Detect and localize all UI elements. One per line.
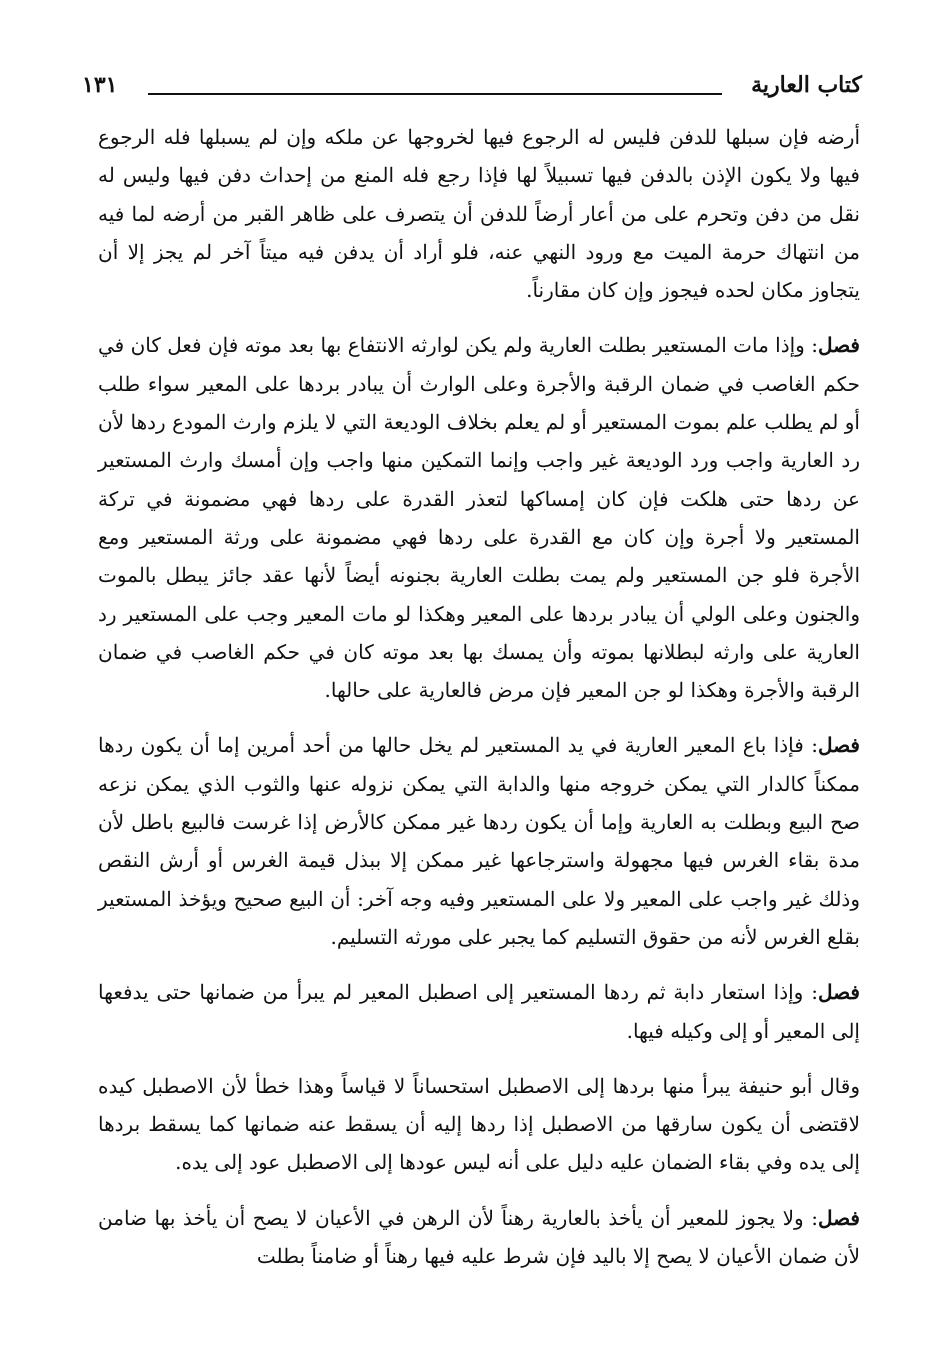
paragraph xyxy=(98,1067,860,1182)
page-body xyxy=(98,118,860,1330)
paragraph-lead: فصل xyxy=(817,733,860,758)
paragraph-lead: فصل xyxy=(817,1205,860,1230)
paragraph-text: : وإذا مات المستعير بطلت العارية ولم يكن لوارثه الانتفاع بها بعد موته فإن فعل كان في حكم الغاصب في ضمان الرقبة والأجرة وعلى الوارث أن يبادر بردها على المعير سواء طلب أو لم يطلب علم بموت المستعير أو لم يعلم بخلاف الوديعة التي لا يلزم وارث المودع ردها لأن رد العارية واجب ورد الوديعة غير واجب وإنما التمكين منها واجب وإن أمسك وارث المستعير عن ردها حتى هلكت فإن كان إمساكها لتعذر القدرة على ردها فهي مضمونة في تركة المستعير ولا أجرة وإن كان مع القدرة على ردها فهي مضمونة على ورثة المستعير ومع الأجرة فلو جن المستعير ولم يمت بطلت العارية بجنونه أيضاً لأنها عقد جائز يبطل بالموت والجنون وعلى الولي أن يبادر بردها على المعير وهكذا لو مات المعير وجب على المستعير رد العارية على وارثه لبطلانها بموته وأن يمسك بها بعد موته كان في حكم الغاصب في ضمان الرقبة والأجرة وهكذا لو جن المعير فإن مرض فالعارية على حالها. xyxy=(98,333,860,703)
paragraph-text: : ولا يجوز للمعير أن يأخذ بالعارية رهناً لأن الرهن في الأعيان لا يصح أن يأخذ بها ضامن لأن ضمان الأعيان لا يصح إلا باليد فإن شرط عليه فيها رهناً أو ضامناً بطلت xyxy=(98,1205,860,1269)
header-rule xyxy=(148,93,722,95)
paragraph-text: : وإذا استعار دابة ثم ردها المستعير إلى اصطبل المعير لم يبرأ من ضمانها حتى يدفعها إلى المعير أو إلى وكيله فيها. xyxy=(98,980,860,1043)
chapter-title: كتاب العارية xyxy=(751,72,862,98)
page-number: ١٣١ xyxy=(82,72,118,98)
paragraph-text: وقال أبو حنيفة يبرأ منها بردها إلى الاصطبل استحساناً لا قياساً وهذا خطأ لأن الاصطبل كيده لاقتضى أن يكون سارقها من الاصطبل إذا ردها إليه أن يسقط عنه ضمانها كما يسقط بردها إلى يده وفي بقاء الضمان عليه دليل على أنه ليس عودها إلى الاصطبل عود إلى يده. xyxy=(98,1073,860,1175)
paragraph-lead: فصل xyxy=(817,980,860,1005)
paragraph-text: : فإذا باع المعير العارية في يد المستعير لم يخل حالها من أحد أمرين إما أن يكون ردها ممكناً كالدار التي يمكن خروجه منها والدابة التي يمكن نزوله عنها والثوب الذي يمكن نزعه صح البيع وبطلت به العارية وإما أن يكون ردها غير ممكن كالأرض إذا غرست فالبيع باطل لأن مدة بقاء الغرس فيها مجهولة واسترجاعها غير ممكن إلا ببذل قيمة الغرس أو أرش النقص وذلك غير واجب على المعير ولا على المستعير وفيه وجه آخر: أن البيع صحيح ويؤخذ المستعير بقلع الغرس لأنه من حقوق التسليم كما يجبر على مورثه التسليم. xyxy=(98,733,860,949)
paragraph xyxy=(98,118,860,309)
paragraph-lead: فصل xyxy=(817,333,860,358)
paragraph-text: أرضه فإن سبلها للدفن فليس له الرجوع فيها لخروجها عن ملكه وإن لم يسبلها فله الرجوع فيها ولا يكون الإذن بالدفن فيها تسبيلاً لها فإذا رجع فله المنع من إحداث دفن فيها وليس له نقل من دفن وتحرم على من أعار أرضاً للدفن أن يتصرف على ظاهر القبر من أرضه لما فيه من انتهاك حرمة الميت مع ورود النهي عنه، فلو أراد أن يدفن فيه ميتاً آخر لم يجز إلا أن يتجاوز مكان لحده فيجوز وإن كان مقارناً. xyxy=(98,125,860,303)
paragraph xyxy=(98,973,860,1050)
paragraph xyxy=(98,326,860,709)
page-header xyxy=(82,68,862,112)
paragraph xyxy=(98,1199,860,1276)
paragraph xyxy=(98,726,860,956)
